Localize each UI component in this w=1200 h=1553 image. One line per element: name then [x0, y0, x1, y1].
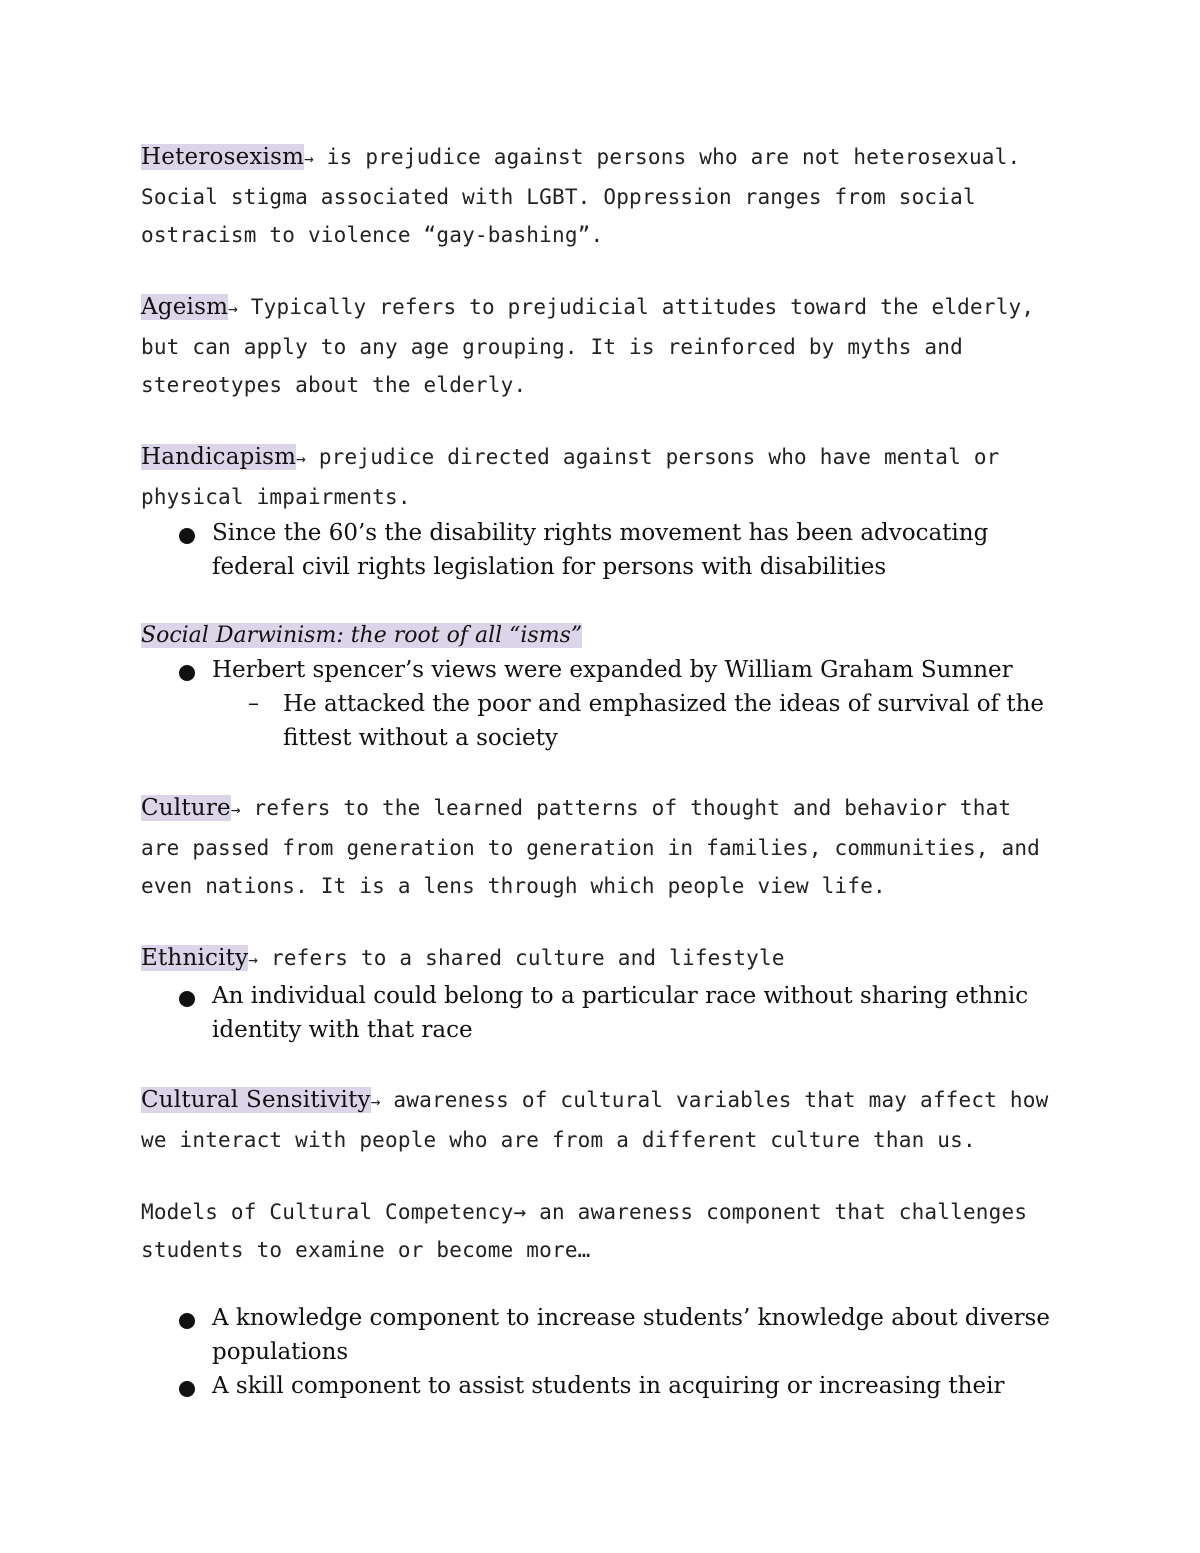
list-item: A knowledge component to increase students’ knowledge about diverse populations — [141, 1301, 1061, 1369]
handicapism-term: Handicapism — [141, 444, 297, 470]
list-item: An individual could belong to a particular race without sharing ethnic identity with that race — [141, 979, 1061, 1047]
cultural-competency-bullets — [141, 1301, 1061, 1403]
ethnicity-entry — [141, 939, 1061, 1047]
arrow-icon: → — [228, 299, 238, 318]
ethnicity-bullets — [141, 979, 1061, 1047]
arrow-icon: → — [304, 149, 314, 168]
cultural-sensitivity-term: Cultural Sensitivity — [141, 1087, 371, 1113]
handicapism-bullets — [141, 516, 1061, 584]
list-item-text: Herbert spencer’s views were expanded by William Graham Sumner — [212, 657, 1013, 683]
handicapism-entry — [141, 438, 1061, 584]
social-darwinism-heading: Social Darwinism: the root of all “isms” — [141, 623, 583, 648]
sub-list-item: – He attacked the poor and emphasized the ideas of survival of the fittest without a society — [212, 687, 1061, 755]
culture-term: Culture — [141, 795, 231, 821]
spacer — [141, 1269, 1061, 1301]
social-darwinism-sub-bullets — [212, 687, 1061, 755]
social-darwinism-entry — [141, 618, 1061, 755]
list-item — [141, 653, 1061, 755]
arrow-icon: → — [248, 950, 259, 969]
social-darwinism-bullets — [141, 653, 1061, 755]
ethnicity-term: Ethnicity — [141, 945, 249, 971]
cultural-sensitivity-definition: awareness of cultural variables that may affect how we interact with people who are from a different culture than us. — [141, 1088, 1049, 1152]
culture-definition: refers to the learned patterns of thought and behavior that are passed from generation to generation in families, communities, and even nations. It is a lens through which people view life. — [141, 796, 1041, 898]
handicapism-definition: prejudice directed against persons who have mental or physical impairments. — [141, 445, 1000, 509]
heterosexism-definition: is prejudice against persons who are not heterosexual. Social stigma associated with LGBT. Oppression ranges from social ostracism to violence “gay-bashing”. — [141, 145, 1021, 247]
ageism-entry — [141, 288, 1061, 404]
ageism-term: Ageism — [141, 294, 229, 320]
cultural-sensitivity-entry — [141, 1081, 1061, 1159]
cultural-competency-text: Models of Cultural Competency→ an awareness component that challenges students to examine or become more… — [141, 1200, 1028, 1262]
arrow-icon: → — [370, 1092, 381, 1111]
list-item: Since the 60’s the disability rights movement has been advocating federal civil rights legislation for persons with disabilities — [141, 516, 1061, 584]
heterosexism-entry — [141, 138, 1061, 254]
arrow-icon: → — [296, 449, 306, 468]
heterosexism-term: Heterosexism — [141, 144, 305, 170]
arrow-icon: → — [230, 800, 241, 819]
ageism-definition: Typically refers to prejudicial attitudes toward the elderly, but can apply to any age grouping. It is reinforced by myths and stereotypes about the elderly. — [141, 295, 1035, 397]
culture-entry — [141, 789, 1061, 905]
list-item: A skill component to assist students in acquiring or increasing their — [141, 1369, 1061, 1403]
ethnicity-definition: refers to a shared culture and lifestyle — [258, 946, 785, 970]
document-page — [141, 138, 1061, 1403]
